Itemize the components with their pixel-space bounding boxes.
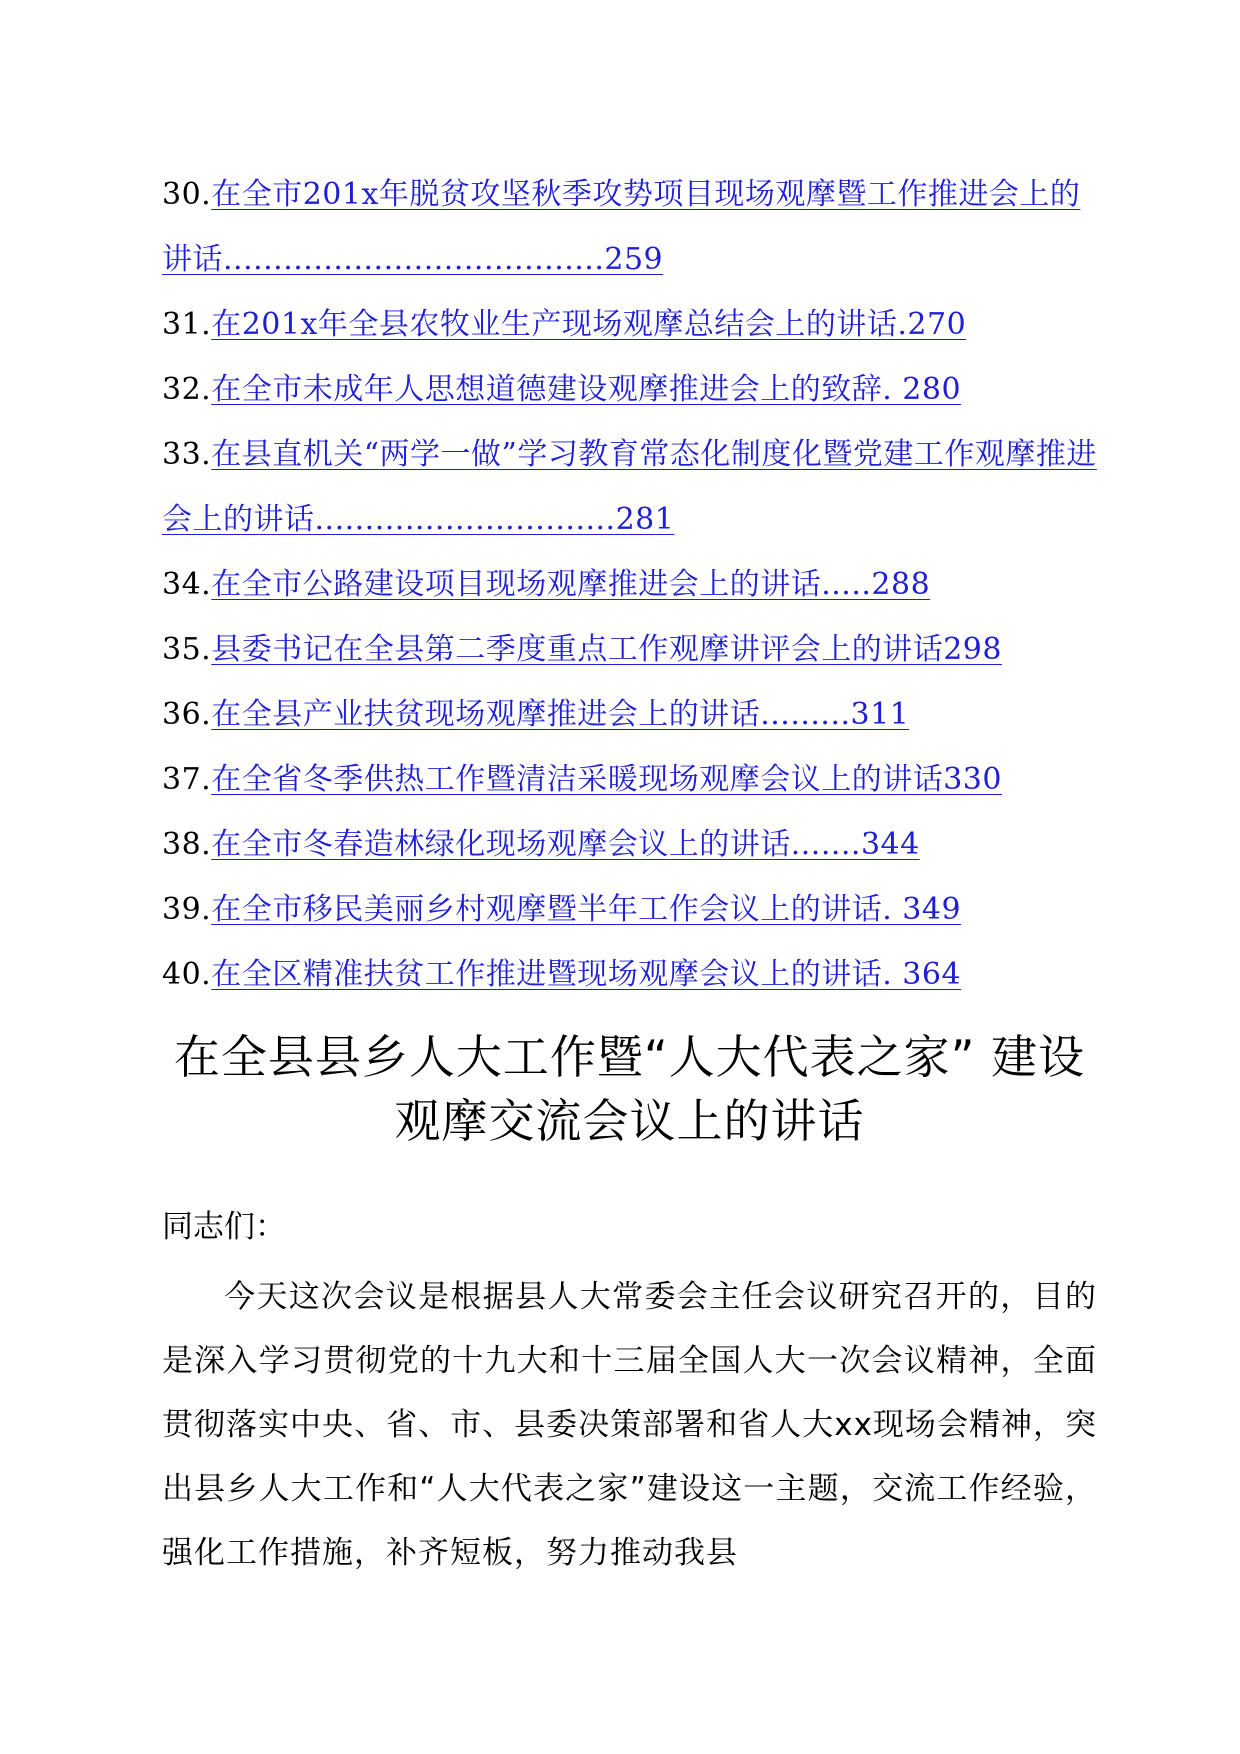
toc-entry <box>162 162 1097 292</box>
toc-entry-number: 31. <box>162 307 212 342</box>
toc-entry-number: 37. <box>162 762 212 797</box>
toc-entry <box>162 617 1097 682</box>
body-paragraph: 今天这次会议是根据县人大常委会主任会议研究召开的，目的是深入学习贯彻党的十九大和十三届全国人大一次会议精神，全面贯彻落实中央、省、市、县委决策部署和省人大xx现场会精神，突出县乡人大工作和“人大代表之家”建设这一主题，交流工作经验，强化工作措施，补齐短板，努力推动我县 <box>162 1279 1097 1571</box>
toc-entry-number: 38. <box>162 827 212 862</box>
speech-title-line-1: 在全县县乡人大工作暨“人大代表之家” 建设 <box>173 1030 1086 1084</box>
toc-entry <box>162 877 1097 942</box>
toc-entry-link[interactable]: 在全县产业扶贫现场观摩推进会上的讲话.........311 <box>211 697 910 732</box>
toc-entry-number: 40. <box>162 957 212 992</box>
toc-entry <box>162 747 1097 812</box>
document-page <box>162 162 1097 1585</box>
table-of-contents <box>162 162 1097 1007</box>
toc-entry-link[interactable]: 在全市201x年脱贫攻坚秋季攻势项目现场观摩暨工作推进会上的讲话......................................259 <box>162 177 1081 277</box>
toc-entry-link[interactable]: 在201x年全县农牧业生产现场观摩总结会上的讲话.270 <box>211 307 967 342</box>
speech-title-line-2: 观摩交流会议上的讲话 <box>394 1094 865 1148</box>
toc-entry <box>162 357 1097 422</box>
toc-entry-number: 34. <box>162 567 212 602</box>
toc-entry-link[interactable]: 在全省冬季供热工作暨清洁采暖现场观摩会议上的讲话330 <box>211 762 1002 797</box>
toc-entry-link[interactable]: 在全市未成年人思想道德建设观摩推进会上的致辞. 280 <box>211 372 962 407</box>
toc-entry <box>162 292 1097 357</box>
speech-title <box>162 1025 1097 1153</box>
toc-entry-link[interactable]: 在全区精准扶贫工作推进暨现场观摩会议上的讲话. 364 <box>211 957 962 992</box>
toc-entry <box>162 812 1097 877</box>
toc-entry-number: 35. <box>162 632 212 667</box>
toc-entry-number: 39. <box>162 892 212 927</box>
toc-entry-link[interactable]: 县委书记在全县第二季度重点工作观摩讲评会上的讲话298 <box>211 632 1002 667</box>
toc-entry <box>162 942 1097 1007</box>
toc-entry-number: 32. <box>162 372 212 407</box>
salutation: 同志们： <box>162 1209 286 1245</box>
toc-entry <box>162 422 1097 552</box>
toc-entry-number: 36. <box>162 697 212 732</box>
toc-entry <box>162 552 1097 617</box>
toc-entry <box>162 682 1097 747</box>
toc-entry-link[interactable]: 在县直机关“两学一做”学习教育常态化制度化暨党建工作观摩推进会上的讲话..............................281 <box>162 437 1097 537</box>
toc-entry-link[interactable]: 在全市公路建设项目现场观摩推进会上的讲话.....288 <box>211 567 931 602</box>
toc-entry-number: 33. <box>162 437 212 472</box>
toc-entry-link[interactable]: 在全市移民美丽乡村观摩暨半年工作会议上的讲话. 349 <box>211 892 962 927</box>
toc-entry-number: 30. <box>162 177 212 212</box>
toc-entry-link[interactable]: 在全市冬春造林绿化现场观摩会议上的讲话.......344 <box>211 827 920 862</box>
